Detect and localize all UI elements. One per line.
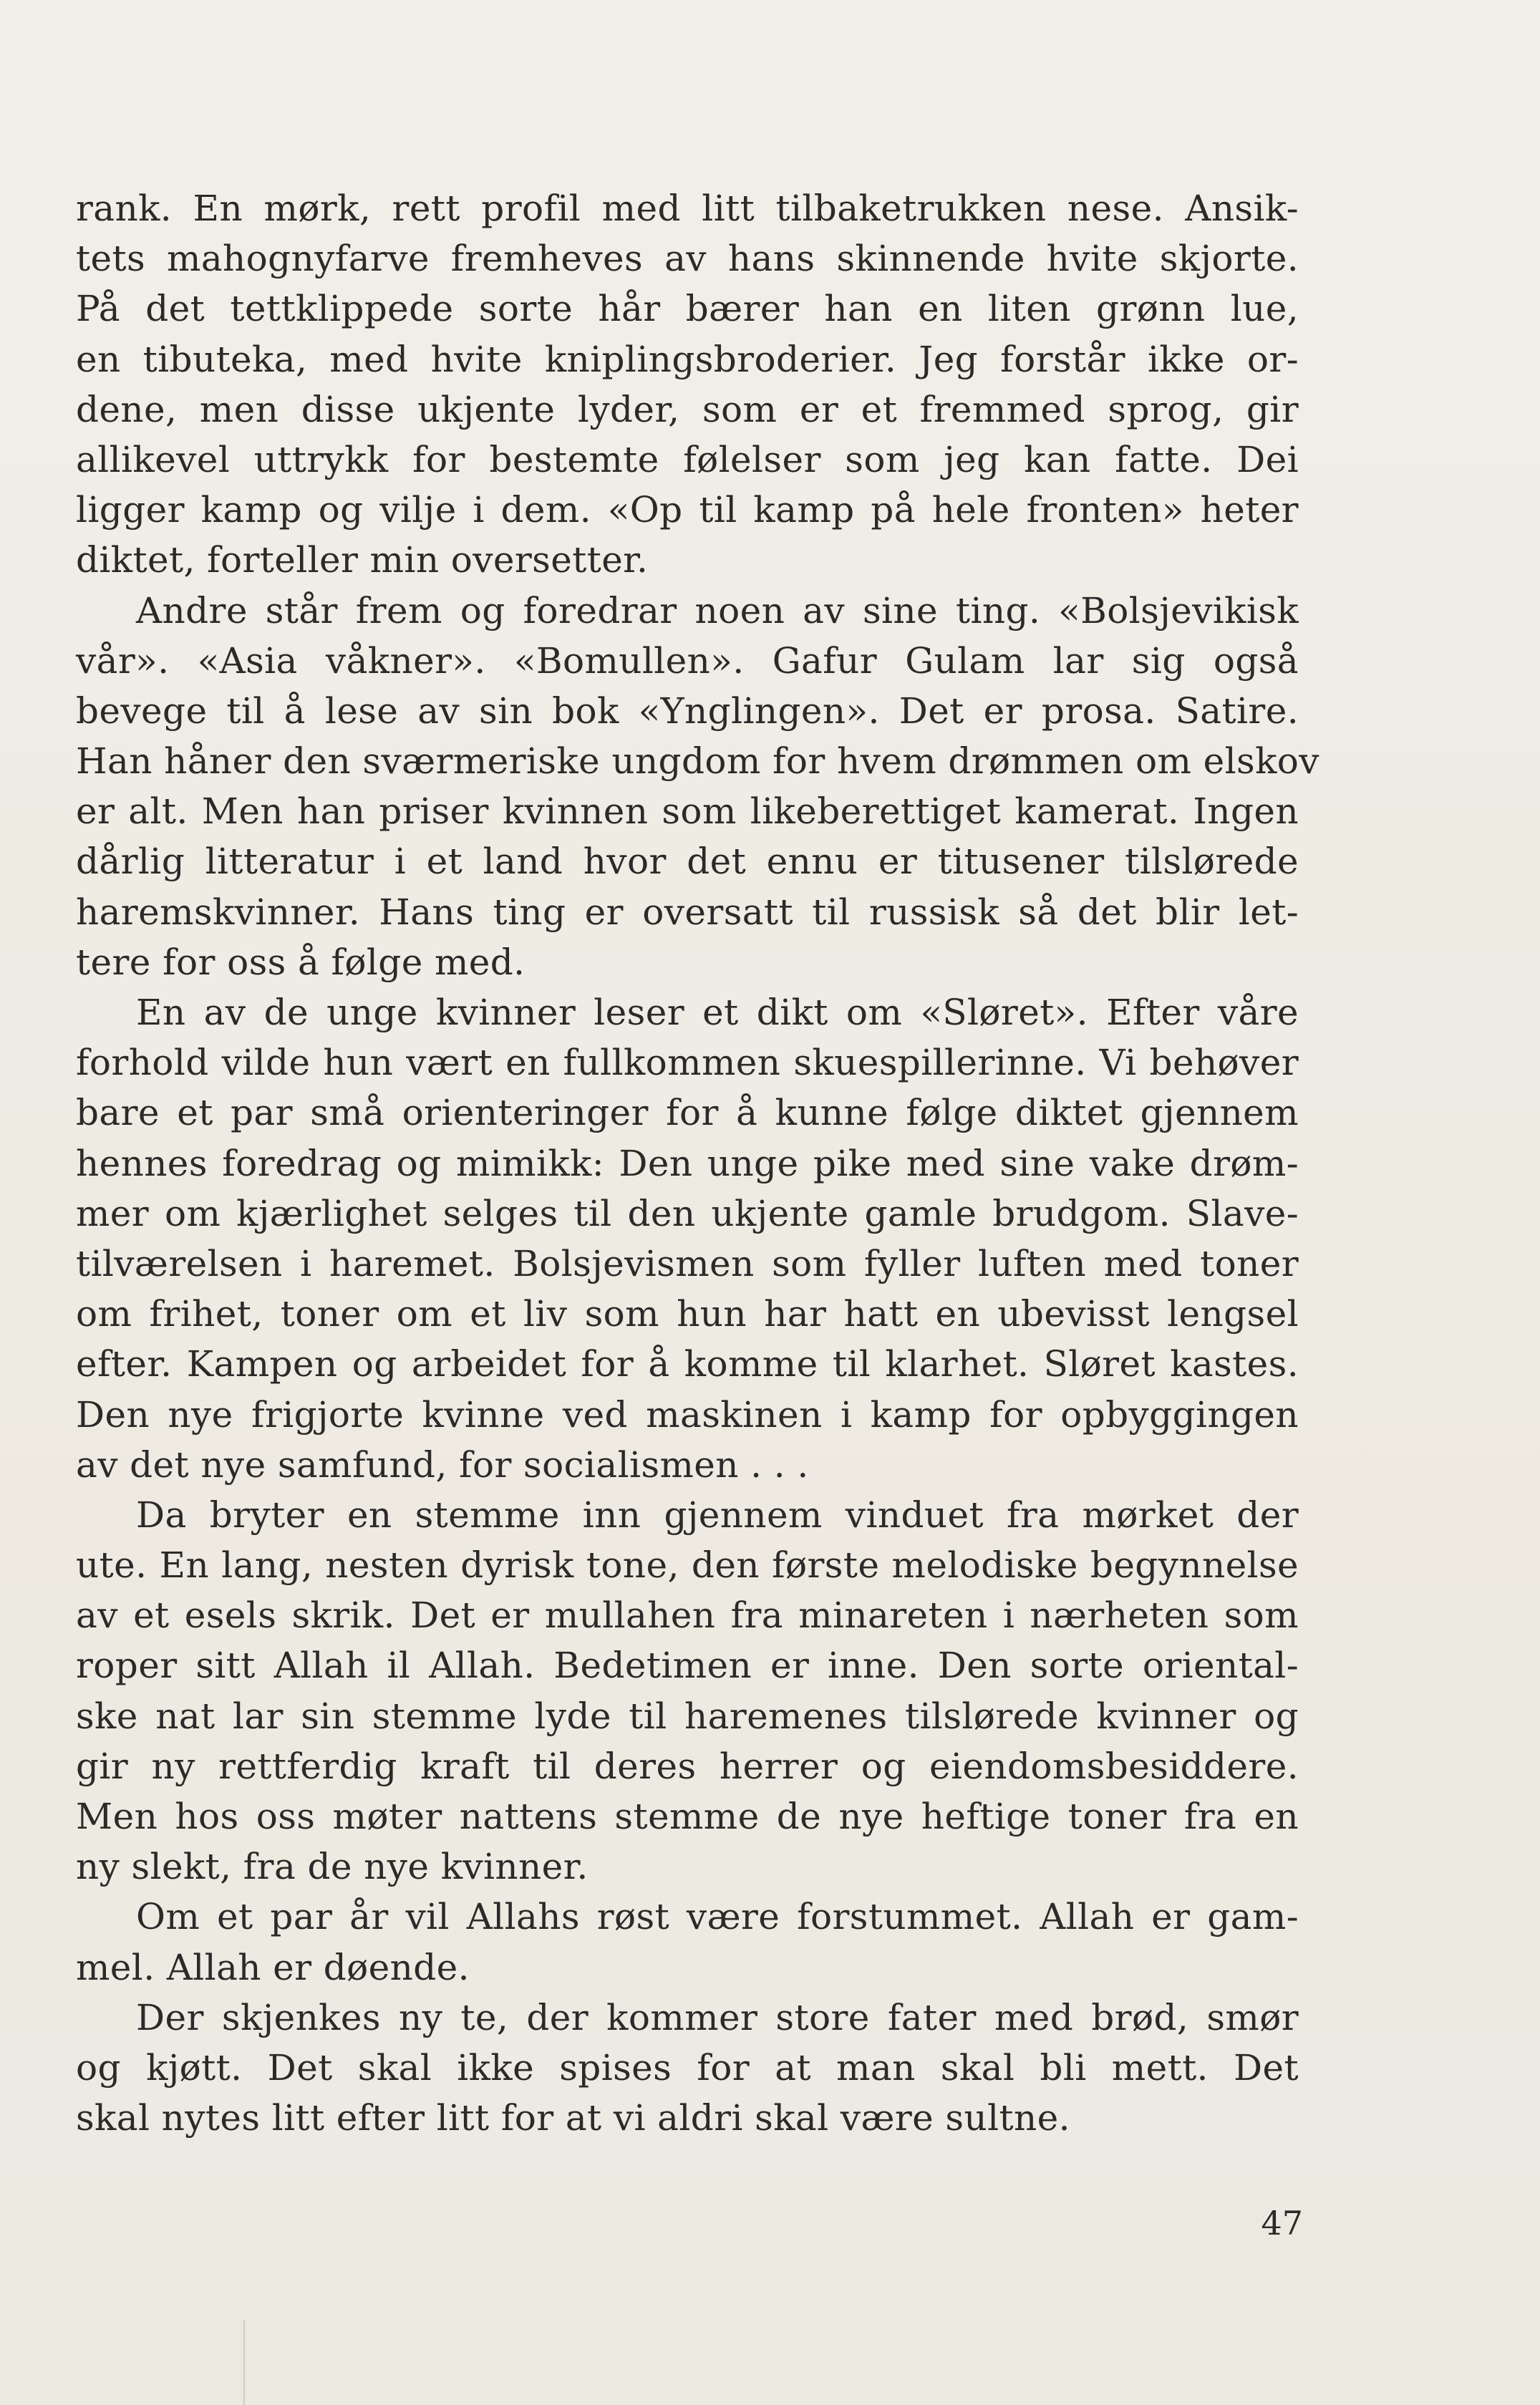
text-line: bare et par små orienteringer for å kunne følge diktet gjennem xyxy=(76,1092,1299,1134)
text-line: Den nye frigjorte kvinne ved maskinen i kamp for opbyggingen xyxy=(76,1393,1299,1436)
text-line: hennes foredrag og mimikk: Den unge pike med sine vake drøm- xyxy=(76,1142,1299,1184)
text-line: om frihet, toner om et liv som hun har hatt en ubevisst lengsel xyxy=(76,1293,1299,1335)
text-line: Andre står frem og foredrar noen av sine ting. «Bolsjevikisk xyxy=(136,589,1299,632)
text-line: tilværelsen i haremet. Bolsjevismen som fyller luften med toner xyxy=(76,1242,1299,1284)
text-line: mel. Allah er døende. xyxy=(76,1946,470,1988)
text-line: tets mahognyfarve fremheves av hans skinnende hvite skjorte. xyxy=(76,238,1299,280)
text-line: rank. En mørk, rett profil med litt tilbaketrukken nese. Ansik- xyxy=(76,188,1299,229)
text-line: gir ny rettferdig kraft til deres herrer og eiendomsbesiddere. xyxy=(76,1745,1299,1787)
text-line: skal nytes litt efter litt for at vi aldri skal være sultne. xyxy=(76,2097,1070,2139)
page-number: 47 xyxy=(1261,2204,1303,2242)
paragraph xyxy=(76,1892,1299,1992)
paragraph xyxy=(76,586,1319,988)
body-text xyxy=(76,183,1319,2143)
paragraph xyxy=(76,987,1299,1490)
text-line: På det tettklippede sorte hår bærer han en liten grønn lue, xyxy=(76,288,1299,330)
text-line: En av de unge kvinner leser et dikt om «Sløret». Efter våre xyxy=(136,992,1299,1033)
text-line: dene, men disse ukjente lyder, som er et fremmed sprog, gir xyxy=(76,388,1299,430)
text-line: dårlig litteratur i et land hvor det ennu er titusener tilslørede xyxy=(76,841,1299,883)
text-line: er alt. Men han priser kvinnen som likeberettiget kamerat. Ingen xyxy=(76,790,1299,833)
text-line: Han håner den sværmeriske ungdom for hvem drømmen om elskov xyxy=(76,740,1319,783)
text-line: diktet, forteller min oversetter. xyxy=(76,539,649,581)
text-line: bevege til å lese av sin bok «Ynglingen». Det er prosa. Satire. xyxy=(76,689,1299,732)
text-line: vår». «Asia våkner». «Bomullen». Gafur Gulam lar sig også xyxy=(76,639,1299,682)
text-line: efter. Kampen og arbeidet for å komme til klarhet. Sløret kastes. xyxy=(76,1343,1299,1385)
text-line: Der skjenkes ny te, der kommer store fater med brød, smør xyxy=(136,1996,1299,2038)
text-line: ligger kamp og vilje i dem. «Op til kamp på hele fronten» heter xyxy=(76,489,1299,531)
text-line: Men hos oss møter nattens stemme de nye heftige toner fra en xyxy=(76,1796,1299,1837)
text-line: forhold vilde hun vært en fullkommen skuespillerinne. Vi behøver xyxy=(76,1042,1299,1084)
text-line: ute. En lang, nesten dyrisk tone, den første melodiske begynnelse xyxy=(76,1544,1299,1587)
text-line: haremskvinner. Hans ting er oversatt til russisk så det blir let- xyxy=(76,891,1299,933)
text-line: ny slekt, fra de nye kvinner. xyxy=(76,1846,589,1888)
text-line: allikevel uttrykk for bestemte følelser som jeg kan fatte. Dei xyxy=(76,438,1299,480)
text-line: Da bryter en stemme inn gjennem vinduet fra mørket der xyxy=(136,1494,1299,1536)
page-edge-mark xyxy=(243,2320,245,2405)
text-line: ske nat lar sin stemme lyde til haremenes tilslørede kvinner og xyxy=(76,1695,1299,1737)
text-line: av et esels skrik. Det er mullahen fra minareten i nærheten som xyxy=(76,1595,1299,1637)
text-line: av det nye samfund, for socialismen . . . xyxy=(76,1443,809,1486)
text-line: roper sitt Allah il Allah. Bedetimen er inne. Den sorte oriental- xyxy=(76,1645,1299,1687)
text-line: mer om kjærlighet selges til den ukjente gamle brudgom. Slave- xyxy=(76,1192,1299,1234)
text-line: tere for oss å følge med. xyxy=(76,941,526,983)
paragraph xyxy=(76,1993,1299,2144)
text-line: Om et par år vil Allahs røst være forstummet. Allah er gam- xyxy=(136,1896,1299,1938)
text-line: og kjøtt. Det skal ikke spises for at man skal bli mett. Det xyxy=(76,2046,1299,2089)
paragraph xyxy=(76,183,1299,586)
paragraph xyxy=(76,1490,1299,1892)
text-line: en tibuteka, med hvite kniplingsbroderier. Jeg forstår ikke or- xyxy=(76,338,1299,380)
